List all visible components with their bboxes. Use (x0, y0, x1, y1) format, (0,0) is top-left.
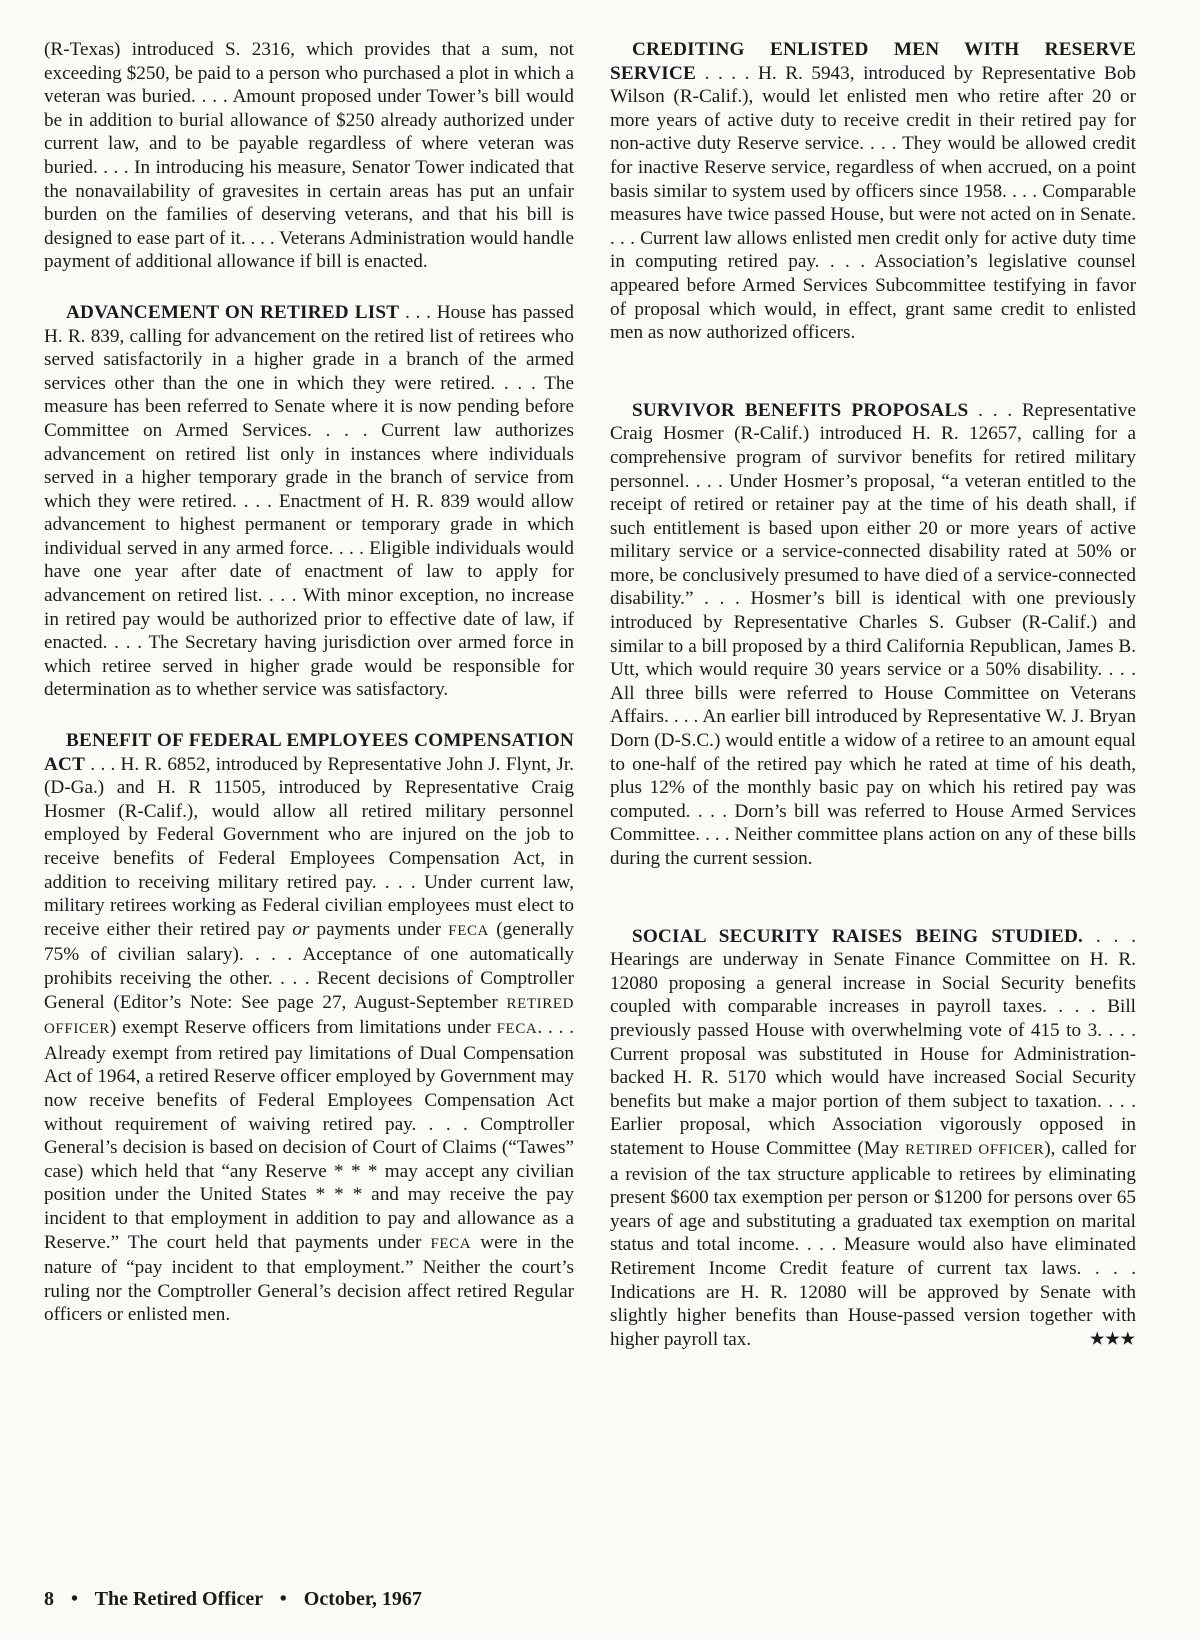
article-body: . . . Representative Craig Hosmer (R-Calif.) introduced H. R. 12657, calling for a comprehensive program of survivor benefits for retired military personnel. . . . Under Hosmer’s proposal, “a veteran entitled to the receipt of retired or retainer pay at the time of his death shall, if such entitlement is based upon either 20 or more years of active military service or a service-connected disability rated at 50% or more, be conclusively presumed to have died of a service-connected disability.” . . . Hosmer’s bill is identical with one previously introduced by Representative Charles S. Gubser (R-Calif.) and similar to a bill proposed by a third California Republican, James B. Utt, which would require 30 years service or a 50% disability. . . . All three bills were referred to House Committee on Veterans Affairs. . . . An earlier bill introduced by Representative W. J. Bryan Dorn (D-S.C.) would entitle a widow of a retiree to an amount equal to one-half of the retired pay which he rated at time of his death, plus 12% of the monthly basic pay on which his retired pay was computed. . . . Dorn’s bill was referred to House Armed Services Committee. . . . Neither committee plans action on any of these bills during the current session. (610, 399, 1136, 869)
article-body: ) exempt Reserve officers from limitations under (109, 1017, 491, 1039)
acronym-feca: FECA (448, 922, 489, 939)
acronym-feca: FECA (496, 1021, 538, 1038)
article-body: (generally 75% of civilian salary). . . . Acceptance of one automatically prohibits receiving the other. . . . Recent decisions of Comptroller General (Editor’s Note: See page 27, August-September (44, 918, 575, 1013)
right-column (610, 38, 1136, 1378)
article-survivor-benefits (610, 399, 1136, 871)
section-heading: ADVANCEMENT ON RETIRED LIST (66, 301, 400, 323)
section-heading: CREDITING ENLISTED MEN WITH RESERVE SERVICE (610, 39, 1136, 84)
publication-name: RETIRED OFFICER (905, 1141, 1045, 1158)
article-crediting-enlisted-men (610, 38, 1136, 345)
section-heading: BENEFIT OF FEDERAL EMPLOYEES COMPENSATION ACT (44, 730, 574, 775)
article-body: . . . Hearings are underway in Senate Finance Committee on H. R. 12080 proposing a general increase in Social Security benefits coupled with comparable increases in payroll taxes. . . . Bill previously passed House with overwhelming vote of 415 to 3. . . . Current proposal was substituted in House for Administration-backed H. R. 5170 which would have increased Social Security benefits but make a major portion of them subject to taxation. . . . Earlier proposal, which Association vigorously opposed in statement to House Committee (May (610, 925, 1137, 1159)
acronym-feca: FECA (430, 1235, 472, 1252)
article-advancement-retired-list (44, 301, 574, 702)
emphasis-or: or (292, 918, 310, 940)
footer-bullet: • (71, 1588, 79, 1610)
publication-title: The Retired Officer (94, 1588, 263, 1610)
article-body: payments under (316, 918, 441, 940)
article-body: . . . . H. R. 5943, introduced by Representative Bob Wilson (R-Calif.), would let enlisted men who retire after 20 or more years of active duty to receive credit in their retired pay for non-active duty Reserve service. . . . They would be allowed credit for inactive Reserve service, regardless of when accrued, on a point basis similar to system used by officers since 1958. . . . Comparable measures have twice passed House, but were not acted on in Senate. . . . Current law allows enlisted men credit only for active duty time in computing retired pay. . . . Association’s legislative counsel appeared before Armed Services Subcommittee testifying in favor of proposal which would, in effect, grant same credit to enlisted men as now authorized officers. (610, 62, 1137, 344)
section-heading: SURVIVOR BENEFITS PROPOSALS (632, 399, 969, 421)
article-body: . . . House has passed H. R. 839, calling for advancement on the retired list of retirees who served satisfactorily in a higher grade in a branch of the armed services other than the one in which they were retired. . . . The measure has been referred to Senate where it is now pending before Committee on Armed Services. . . . Current law authorizes advancement on retired list only in instances where individuals served in a higher temporary grade in the branch of service from which they were retired. . . . Enactment of H. R. 839 would allow advancement to highest permanent or temporary grade in which individual served in any armed force. . . . Eligible individuals would have one year after date of enactment of law to apply for advancement on retired list. . . . With minor exception, no increase in retired pay would be authorized prior to effective date of law, if enacted. . . . The Secretary having jurisdiction over armed force in which retiree served in higher grade would be responsible for determination as to whether service was satisfactory. (44, 301, 574, 701)
footer-bullet: • (279, 1588, 287, 1610)
article-social-security (610, 925, 1136, 1352)
end-of-article-mark: ★★★ (1089, 1330, 1136, 1348)
issue-date: October, 1967 (303, 1588, 422, 1610)
article-body: . . . . Already exempt from retired pay limitations of Dual Compensation Act of 1964, a retired Reserve officer employed by Government may now receive benefits of Federal Employees Compensation Act without requirement of waiving retired pay. . . . Comptroller General’s decision is based on decision of Court of Claims (“Tawes” case) which held that “any Reserve * * * may accept any civilian position under the United States * * * and may receive the pay incident to that employment in addition to pay and allowance as a Reserve.” The court held that payments under (44, 1017, 575, 1253)
publication-name: RETIRED OFFICER (44, 995, 575, 1038)
page-footer (44, 1588, 422, 1611)
section-heading: SOCIAL SECURITY RAISES BEING STUDIED. (632, 925, 1084, 947)
left-column (44, 38, 574, 1354)
article-body: . . . H. R. 6852, introduced by Representative John J. Flynt, Jr. (D-Ga.) and H. R 11505, introduced by Representative Craig Hosmer (R-Calif.), would allow all retired military personnel employed by Federal Government who are injured on the job to receive benefits of Federal Employees Compensation Act, in addition to receiving military retired pay. . . . Under current law, military retirees working as Federal civilian employees must elect to receive either their retired pay (44, 753, 574, 940)
article-burial-plot (44, 38, 574, 274)
article-body: ), called for a revision of the tax structure applicable to retirees by eliminating present $600 tax exemption per person or $1200 for persons over 65 years of age and substituting a graduated tax exemption on marital status and total income. . . . Measure would also have eliminated Retirement Income Credit feature of current tax laws. . . . Indications are H. R. 12080 will be approved by Senate with slightly higher benefits than House-passed version together with higher payroll tax. (610, 1137, 1136, 1350)
article-body: (R-Texas) introduced S. 2316, which provides that a sum, not exceeding $250, be paid to a person who purchased a plot in which a veteran was buried. . . . Amount proposed under Tower’s bill would be in addition to burial allowance of $250 already authorized under current law, and to be payable regardless of where veteran was buried. . . . In introducing his measure, Senator Tower indicated that the nonavailability of gravesites in certain areas has put an unfair burden on the families of deserving veterans, and that his bill is designed to ease part of it. . . . Veterans Administration would handle payment of additional allowance if bill is enacted. (44, 39, 574, 273)
article-body: were in the nature of “pay incident to that employment.” Neither the court’s ruling nor the Comptroller General’s decision affect retired Regular officers or enlisted men. (44, 1231, 575, 1326)
page-number: 8 (44, 1588, 54, 1610)
article-federal-employees-compensation (44, 729, 574, 1327)
